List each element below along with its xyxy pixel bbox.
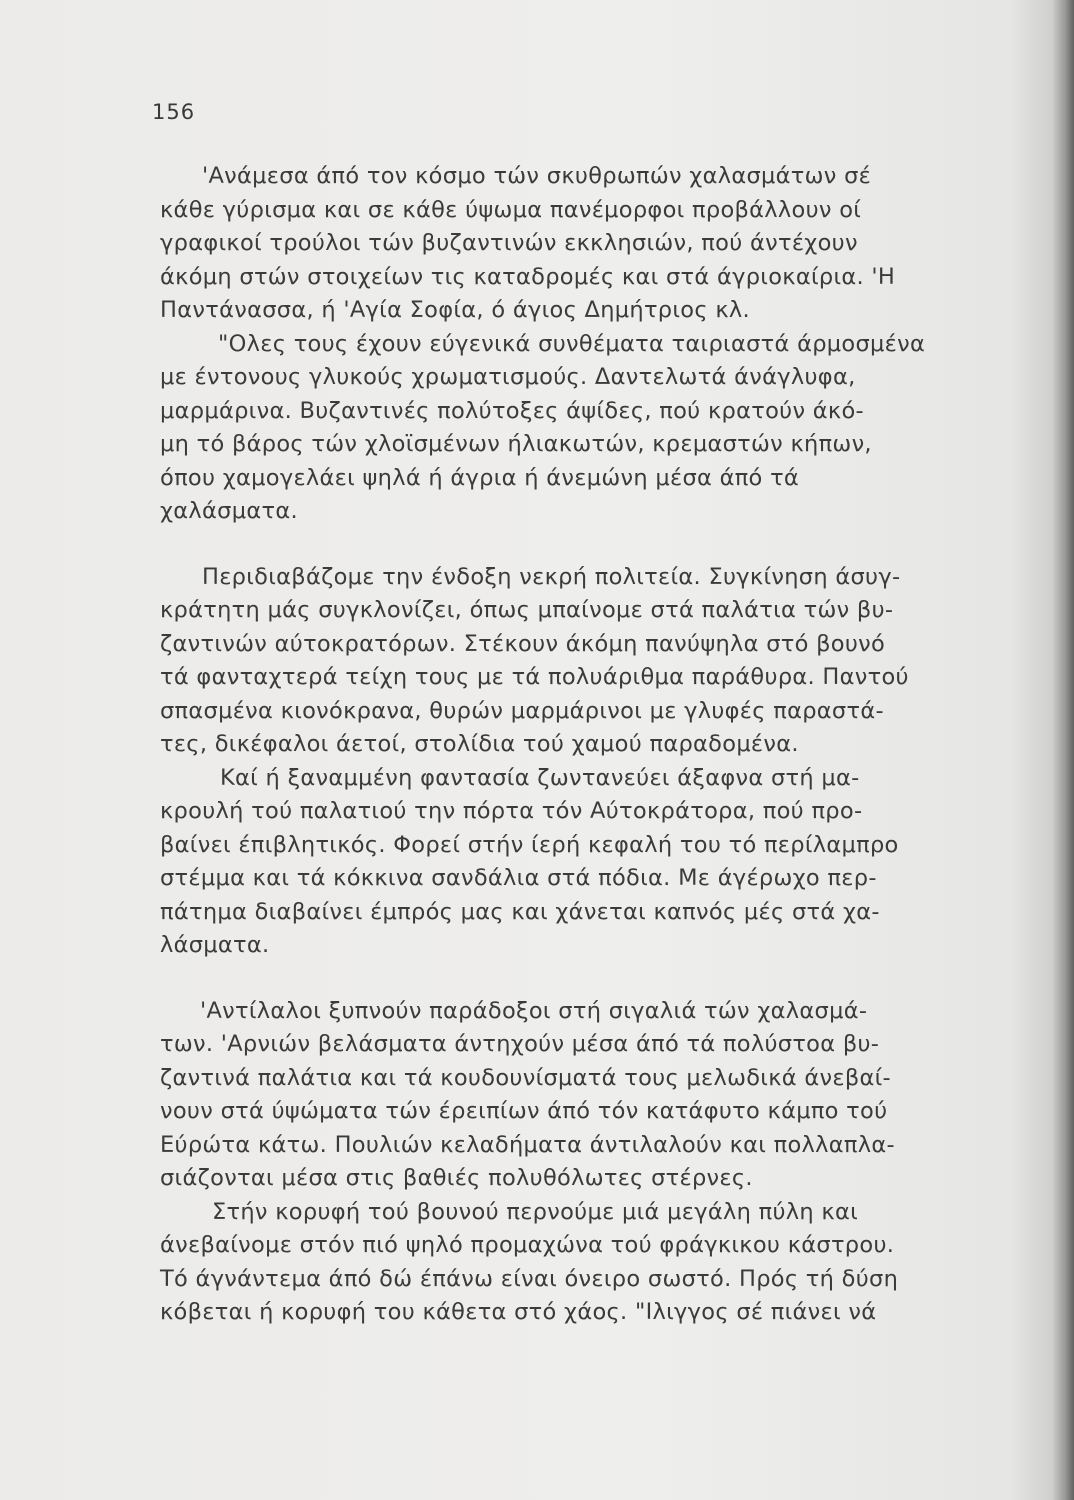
text-line: τες, δικέφαλοι άετοί, στολίδια τού χαμού παραδομένα. (160, 731, 799, 757)
text-line: βαίνει έπιβλητικός. Φορεί στήν ίερή κεφαλή του τό περίλαμπρο (160, 831, 899, 858)
text-line: κόβεται ή κορυφή του κάθετα στό χάος. "Ιλιγγος σέ πιάνει νά (160, 1299, 877, 1325)
text-line: όπου χαμογελάει ψηλά ή άγρια ή άνεμώνη μέσα άπό τά (160, 464, 800, 491)
text-line: Στήν κορυφή τού βουνού περνούμε μιά μεγάλη πύλη και (212, 1198, 858, 1225)
paragraph-gap (160, 963, 990, 995)
body-text (160, 160, 990, 1330)
text-line: Εύρώτα κάτω. Πουλιών κελαδήματα άντιλαλούν και πολλαπλα- (160, 1131, 895, 1158)
text-line: κράτητη μάς συγκλονίζει, όπως μπαίνομε στά παλάτια τών βυ- (160, 597, 894, 623)
text-line: στέμμα και τά κόκκινα σανδάλια στά πόδια. Με άγέρωχο περ- (160, 865, 877, 891)
spine-shadow (1052, 0, 1074, 1500)
text-line: άκόμη στών στοιχείων τις καταδρομές και στά άγριοκαίρια. 'Η (160, 263, 896, 290)
text-line: Τό άγνάντεμα άπό δώ έπάνω είναι όνειρο σωστό. Πρός τή δύση (160, 1265, 899, 1292)
text-line: μαρμάρινα. Βυζαντινές πολύτοξες άψίδες, πού κρατούν άκό- (160, 397, 864, 424)
text-line: ζαντινών αύτοκρατόρων. Στέκουν άκόμη πανύψηλα στό βουνό (160, 630, 886, 657)
text-line: κρουλή τού παλατιού την πόρτα τόν Αύτοκράτορα, πού προ- (160, 798, 863, 824)
page-number: 156 (152, 100, 196, 124)
text-line: Καί ή ξαναμμένη φαντασία ζωντανεύει άξαφνα στή μα- (220, 764, 860, 791)
text-line: "Ολες τους έχουν εύγενικά συνθέματα ταιριαστά άρμοσμένα (218, 330, 926, 357)
text-line: κάθε γύρισμα και σε κάθε ύψωμα πανέμορφοι προβάλλουν οί (160, 196, 862, 223)
text-line: σιάζονται μέσα στις βαθιές πολυθόλωτες στέρνες. (160, 1165, 753, 1191)
text-line: 'Ανάμεσα άπό τον κόσμο τών σκυθρωπών χαλασμάτων σέ (202, 163, 872, 189)
text-line: 'Αντίλαλοι ξυπνούν παράδοξοι στή σιγαλιά τών χαλασμά- (200, 997, 868, 1024)
text-line: ζαντινά παλάτια και τά κουδουνίσματά τους μελωδικά άνεβαί- (160, 1064, 891, 1091)
text-line: άνεβαίνομε στόν πιό ψηλό προμαχώνα τού φράγκικου κάστρου. (160, 1232, 895, 1258)
text-line: Περιδιαβάζομε την ένδοξη νεκρή πολιτεία. Συγκίνηση άσυγ- (202, 563, 901, 590)
text-line: χαλάσματα. (160, 498, 298, 524)
text-line: των. 'Αρνιών βελάσματα άντηχούν μέσα άπό τά πολύστοα βυ- (160, 1031, 880, 1057)
text-line: με έντονους γλυκούς χρωματισμούς. Δαντελωτά άνάγλυφα, (160, 364, 856, 390)
text-line: λάσματα. (160, 932, 270, 958)
text-line: τά φανταχτερά τείχη τους με τά πολυάριθμα παράθυρα. Παντού (160, 664, 909, 690)
text-line: Παντάνασσα, ή 'Αγία Σοφία, ό άγιος Δημήτριος κλ. (160, 297, 750, 323)
paragraph-gap (160, 529, 990, 561)
text-line: πάτημα διαβαίνει έμπρός μας και χάνεται καπνός μές στά χα- (160, 898, 880, 925)
text-line: γραφικοί τρούλοι τών βυζαντινών εκκλησιών, πού άντέχουν (160, 230, 858, 256)
text-line: μη τό βάρος τών χλοϊσμένων ήλιακωτών, κρεμαστών κήπων, (160, 431, 872, 457)
text-line: σπασμένα κιονόκρανα, θυρών μαρμάρινοι με γλυφές παραστά- (160, 697, 884, 724)
text-line: νουν στά ύψώματα τών έρειπίων άπό τόν κατάφυτο κάμπο τού (160, 1098, 888, 1124)
